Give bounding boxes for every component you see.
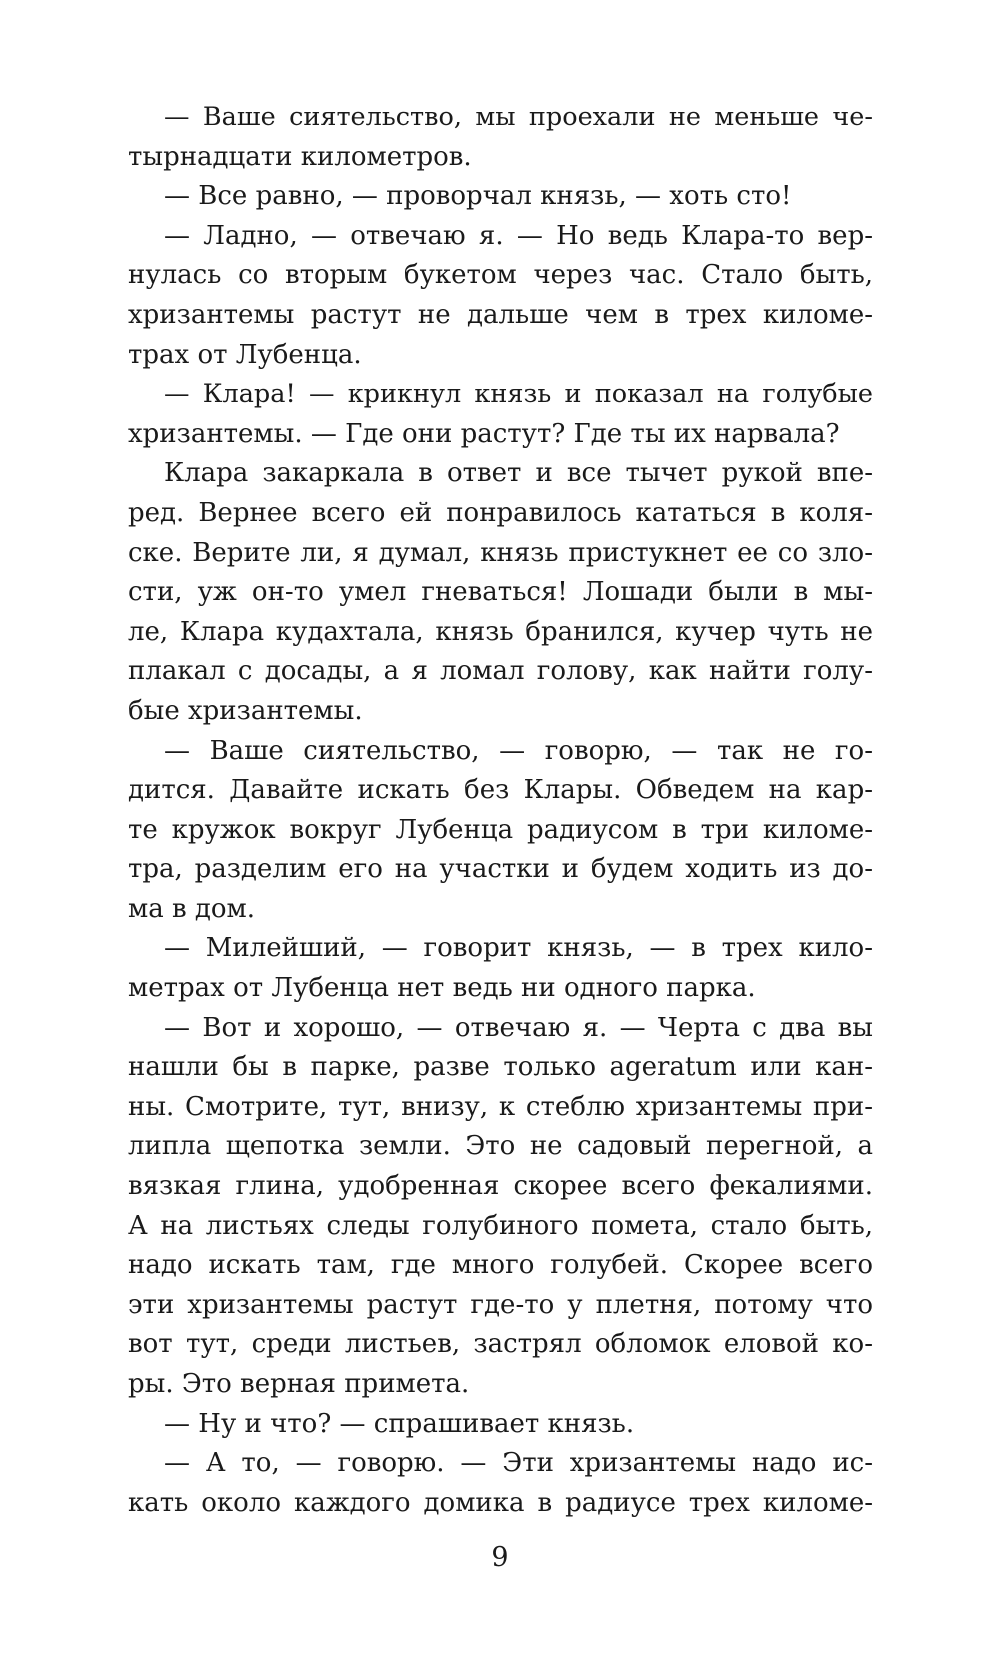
text-line: ны. Смотрите, тут, внизу, к стеблю хризантемы при- bbox=[128, 1091, 873, 1122]
text-line: метрах от Лубенца нет ведь ни одного парка. bbox=[128, 973, 756, 1004]
text-line: хризантемы. — Где они растут? Где ты их нарвала? bbox=[128, 418, 840, 449]
body-text bbox=[128, 98, 873, 1523]
text-line: ры. Это верная примета. bbox=[128, 1369, 470, 1399]
text-line: хризантемы растут не дальше чем в трех киломе- bbox=[128, 299, 873, 330]
text-line: — Ладно, — отвечаю я. — Но ведь Клара-то вер- bbox=[164, 220, 873, 251]
text-line: те кружок вокруг Лубенца радиусом в три киломе- bbox=[128, 814, 873, 845]
text-line: ред. Вернее всего ей понравилось кататься в коля- bbox=[128, 497, 873, 528]
page-number: 9 bbox=[491, 1542, 509, 1573]
text-line: тырнадцати километров. bbox=[128, 141, 472, 172]
text-line: тра, разделим его на участки и будем ходить из до- bbox=[128, 854, 873, 885]
text-line: — Милейший, — говорит князь, — в трех кило- bbox=[164, 933, 873, 964]
text-line: — Все равно, — проворчал князь, — хоть сто! bbox=[164, 181, 792, 212]
text-line: — Ваше сиятельство, мы проехали не меньше че- bbox=[164, 102, 873, 132]
text-line: нулась со вторым букетом через час. Стало быть, bbox=[128, 260, 873, 291]
text-line: кать около каждого домика в радиусе трех киломе- bbox=[128, 1487, 873, 1518]
text-line: надо искать там, где много голубей. Скорее всего bbox=[128, 1250, 873, 1281]
text-line: трах от Лубенца. bbox=[128, 339, 362, 370]
text-line: вот тут, среди листьев, застрял обломок еловой ко- bbox=[128, 1329, 873, 1360]
text-line: бые хризантемы. bbox=[128, 695, 363, 726]
text-line: — Ваше сиятельство, — говорю, — так не го- bbox=[164, 735, 873, 766]
text-line: нашли бы в парке, разве только ageratum или кан- bbox=[128, 1052, 873, 1083]
text-line: дится. Давайте искать без Клары. Обведем на кар- bbox=[128, 775, 873, 806]
text-line: вязкая глина, удобренная скорее всего фекалиями. bbox=[128, 1171, 873, 1202]
text-line: — А то, — говорю. — Эти хризантемы надо ис- bbox=[164, 1448, 873, 1479]
text-line: плакал с досады, а я ломал голову, как найти голу- bbox=[128, 656, 873, 687]
text-line: — Клара! — крикнул князь и показал на голубые bbox=[164, 379, 873, 410]
text-line: Клара закаркала в ответ и все тычет рукой впе- bbox=[164, 458, 873, 489]
text-line: липла щепотка земли. Это не садовый перегной, а bbox=[128, 1131, 873, 1162]
text-line: А на листьях следы голубиного помета, стало быть, bbox=[128, 1210, 873, 1241]
text-line: — Ну и что? — спрашивает князь. bbox=[164, 1408, 635, 1439]
text-line: ске. Верите ли, я думал, князь пристукнет ее со зло- bbox=[128, 537, 873, 568]
text-line: сти, уж он-то умел гневаться! Лошади были в мы- bbox=[128, 577, 873, 608]
text-line: ле, Клара кудахтала, князь бранился, кучер чуть не bbox=[128, 616, 873, 647]
text-line: — Вот и хорошо, — отвечаю я. — Черта с два вы bbox=[164, 1012, 873, 1043]
text-line: ма в дом. bbox=[128, 893, 256, 924]
text-line: эти хризантемы растут где-то у плетня, потому что bbox=[128, 1289, 873, 1320]
